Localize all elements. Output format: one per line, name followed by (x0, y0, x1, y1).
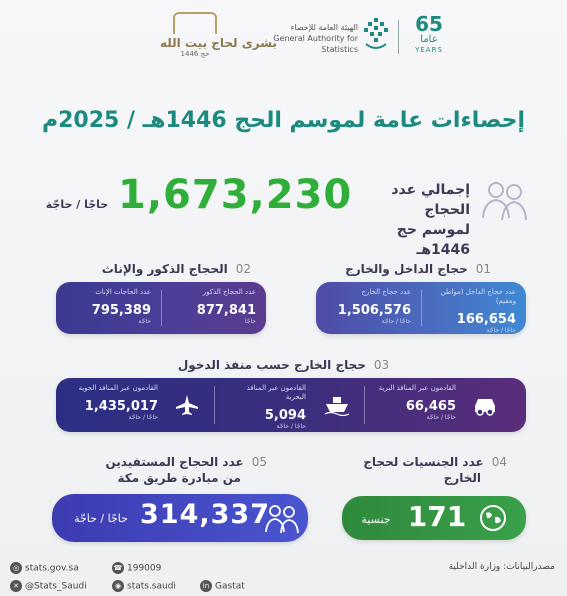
nationalities-card (342, 496, 526, 540)
footer-twitter[interactable] (10, 580, 87, 592)
air-cell (64, 378, 168, 432)
male-label: عدد الحجاج الذكور (202, 288, 256, 296)
male-cell (161, 282, 266, 334)
section4-title-line2: الخارج (443, 471, 481, 485)
section5-number: 05 (251, 455, 267, 469)
globe-small-icon: ◎ (10, 562, 22, 574)
male-value: 877,841 (196, 303, 256, 318)
twitter-icon: ✕ (10, 580, 22, 592)
total-pilgrims-label (350, 180, 470, 260)
footer-website[interactable] (10, 562, 79, 574)
female-value: 795,389 (91, 303, 151, 318)
section5-header (105, 454, 267, 486)
gender-card (56, 282, 266, 334)
external-cell (316, 282, 421, 334)
linkedin-text: Gastat (215, 581, 245, 592)
phone-icon: ☎ (113, 564, 123, 572)
section2-header (102, 262, 251, 276)
phone-text: 199009 (127, 563, 162, 574)
sea-value: 5,094 (264, 408, 306, 423)
domestic-external-card (316, 282, 526, 334)
land-unit: حاجًا / حاجّة (426, 414, 456, 421)
domestic-label: عدد حجاج الداخل (مواطن ومقيم) (440, 288, 516, 305)
section5-title-line2: من مبادرة طريق مكة (117, 471, 241, 485)
section4-title-line1: عدد الجنسيات لحجاج (363, 455, 484, 469)
sea-cell (216, 378, 316, 432)
land-value: 66,465 (405, 399, 456, 414)
female-unit: حاجّة (138, 318, 151, 325)
linkedin-icon: in (200, 580, 212, 592)
section4-number: 04 (491, 455, 507, 469)
external-unit: حاجًا / حاجّة (381, 318, 411, 325)
card-divider (421, 290, 422, 326)
authority-name-ar: الهيئة العامة للإحصاء (290, 23, 358, 32)
male-unit: حاجًا (244, 318, 256, 325)
section1-number: 01 (475, 262, 491, 276)
footer-instagram[interactable] (112, 580, 176, 592)
logo-divider (398, 20, 399, 54)
section1-header (345, 262, 491, 276)
domestic-value: 166,654 (456, 312, 516, 327)
sea-label: القادمون عبر المنافذ البحرية (246, 384, 306, 401)
external-label: عدد حجاج الخارج (361, 288, 411, 296)
footer-phone[interactable] (112, 562, 161, 574)
anniversary-word-ar: عاما (420, 34, 438, 45)
anniversary-number: 65 (415, 12, 443, 36)
section3-number: 03 (373, 358, 390, 372)
globe-icon (478, 503, 508, 533)
twitter-text: @Stats_Saudi (25, 581, 87, 592)
card-divider (214, 386, 215, 424)
land-cell (366, 378, 466, 432)
car-icon (472, 394, 498, 416)
total-label-line2: لموسم حج 1446هـ (396, 222, 470, 258)
page-title: إحصاءات عامة لموسم الحج 1446هـ / 2025م (41, 108, 526, 133)
card-divider (161, 290, 162, 326)
domestic-unit: حاجًا / حاجّة (486, 327, 516, 334)
external-value: 1,506,576 (337, 303, 411, 318)
instagram-text: stats.saudi (127, 581, 176, 592)
total-pilgrims-unit: حاجًا / حاجّة (45, 198, 109, 211)
nationalities-unit: جنسية (361, 513, 391, 526)
domestic-cell (421, 282, 526, 334)
authority-name-en: General Authority for Statistics (273, 34, 358, 54)
section3-title: حجاج الخارج حسب منفذ الدخول (177, 358, 366, 372)
sea-unit: حاجًا / حاجّة (276, 423, 306, 430)
airplane-icon (174, 394, 200, 416)
makkah-route-value: 314,337 (140, 499, 270, 530)
gastat-logo (240, 12, 443, 60)
data-source: مصدرالبيانات: وزارة الداخلية (448, 562, 555, 572)
ship-icon (324, 394, 350, 416)
total-label-line1: إجمالي عدد الحجاج (391, 182, 470, 218)
section2-title: الحجاج الذكور والإناث (101, 262, 228, 276)
air-label: القادمون عبر المنافذ الجوية (78, 384, 158, 392)
air-unit: حاجًا / حاجّة (128, 414, 158, 421)
land-label: القادمون عبر المنافذ البرية (378, 384, 456, 392)
female-cell (56, 282, 161, 334)
total-pilgrims-value: 1,673,230 (118, 172, 353, 218)
section4-header (363, 454, 507, 486)
kaaba-arch-icon (173, 12, 217, 34)
anniversary-word-en: YEARS (415, 46, 443, 54)
makkah-route-card (52, 494, 308, 542)
gastat-emblem-icon (362, 16, 390, 54)
pilgrims-icon (478, 178, 530, 222)
card-divider (364, 386, 365, 424)
air-value: 1,435,017 (84, 399, 158, 414)
section3-header (0, 358, 567, 372)
makkah-route-unit: حاجًا / حاجّة (74, 512, 128, 525)
campaign-logo-year: حج 1446 (180, 50, 210, 58)
female-label: عدد الحاجات الإناث (95, 288, 151, 296)
website-text: stats.gov.sa (25, 563, 79, 574)
footer-linkedin[interactable] (200, 580, 245, 592)
entry-ports-card (56, 378, 526, 432)
nationalities-value: 171 (407, 500, 467, 533)
hajj-campaign-logo (160, 12, 277, 60)
instagram-icon: ◉ (112, 580, 124, 592)
campaign-logo-text: بشرى لحاج بيت الله (160, 36, 277, 50)
section1-title: حجاج الداخل والخارج (345, 262, 468, 276)
section2-number: 02 (235, 262, 251, 276)
anniversary-badge (404, 14, 454, 54)
section5-title-line1: عدد الحجاج المستفيدين (105, 455, 244, 469)
